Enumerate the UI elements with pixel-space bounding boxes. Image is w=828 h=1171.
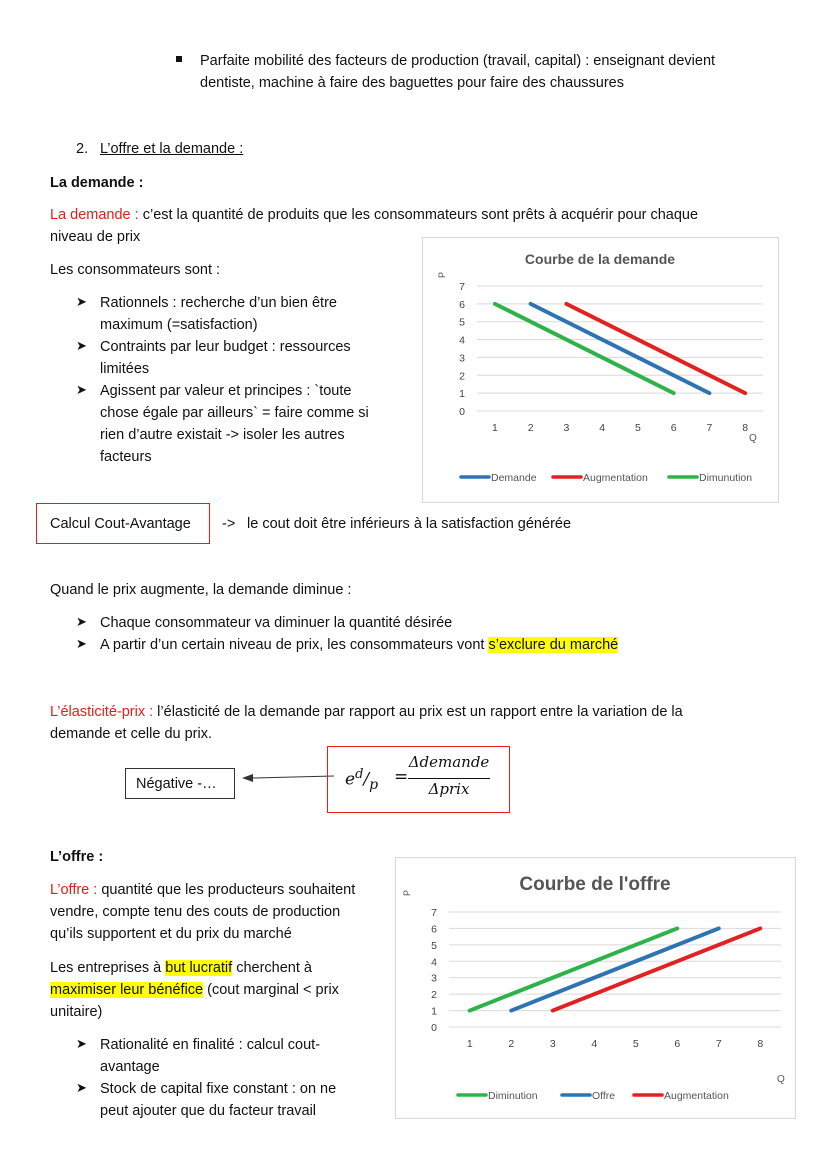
calc-text: le cout doit être inférieurs à la satisfaction générée bbox=[247, 516, 572, 532]
x-tick-label: 6 bbox=[670, 422, 677, 434]
series-line-demande bbox=[531, 304, 710, 393]
x-tick-label: 6 bbox=[674, 1038, 681, 1050]
offre-bullet-1b: avantage bbox=[100, 1059, 160, 1075]
y-tick-label: 0 bbox=[431, 1022, 437, 1034]
consumer-bullet-1a: Rationnels : recherche d’un bien être bbox=[100, 295, 337, 311]
enterprise-mid: cherchent à bbox=[232, 960, 312, 976]
x-tick-label: 8 bbox=[742, 422, 749, 434]
arrow-bullet-icon: ➤ bbox=[76, 294, 87, 309]
x-tick-label: 2 bbox=[527, 422, 534, 434]
exclusion-highlight: s’exclure du marché bbox=[488, 637, 619, 653]
offre-def-line3: qu’ils supportent et du prix du marché bbox=[50, 926, 292, 942]
price-bullet-1: Chaque consommateur va diminuer la quantité désirée bbox=[100, 615, 453, 631]
legend-label: Demande bbox=[491, 472, 537, 484]
x-tick-label: 7 bbox=[706, 422, 713, 434]
offre-bullet-1a: Rationalité en finalité : calcul cout- bbox=[100, 1037, 321, 1053]
formula-e: e bbox=[345, 769, 356, 790]
elasticity-line2: demande et celle du prix. bbox=[50, 726, 213, 742]
demande-definition-line2: niveau de prix bbox=[50, 229, 141, 245]
legend-label: Augmentation bbox=[583, 472, 648, 484]
series-line-diminution bbox=[470, 928, 678, 1010]
legend-label: Offre bbox=[592, 1090, 616, 1102]
arrow-left-icon bbox=[240, 770, 335, 786]
x-tick-label: 3 bbox=[549, 1038, 556, 1050]
consumer-bullet-3b: chose égale par ailleurs` = faire comme si bbox=[100, 405, 369, 421]
y-tick-label: 2 bbox=[459, 370, 465, 383]
negative-label: Négative -… bbox=[136, 776, 217, 792]
x-tick-label: 3 bbox=[563, 422, 570, 434]
y-tick-label: 7 bbox=[459, 281, 465, 293]
y-tick-label: 1 bbox=[459, 388, 465, 401]
consumer-bullet-3d: facteurs bbox=[100, 449, 152, 465]
series-line-dimunution bbox=[495, 304, 674, 393]
consumer-bullet-2b: limitées bbox=[100, 361, 150, 377]
y-tick-label: 2 bbox=[431, 989, 437, 1002]
square-bullet-icon bbox=[176, 56, 182, 62]
y-tick-label: 4 bbox=[431, 956, 437, 969]
x-tick-label: 8 bbox=[757, 1038, 764, 1050]
legend-label: Augmentation bbox=[664, 1090, 729, 1102]
lucrative-highlight: but lucratif bbox=[165, 960, 233, 976]
y-tick-label: 6 bbox=[431, 923, 437, 936]
formula-p: p bbox=[369, 777, 379, 794]
offre-term: L’offre : bbox=[50, 882, 98, 898]
y-tick-label: 7 bbox=[431, 907, 437, 919]
price-bullet-2 bbox=[100, 634, 618, 656]
x-tick-label: 4 bbox=[599, 422, 606, 434]
x-tick-label: 7 bbox=[715, 1038, 722, 1050]
y-tick-label: 5 bbox=[459, 316, 465, 329]
y-tick-label: 3 bbox=[459, 352, 465, 365]
offre-def-text: quantité que les producteurs souhaitent bbox=[97, 882, 356, 898]
y-tick-label: 4 bbox=[459, 334, 465, 347]
elasticity-term: L’élasticité-prix : bbox=[50, 704, 154, 720]
top-bullet-line1: Parfaite mobilité des facteurs de production (travail, capital) : enseignant devient bbox=[200, 53, 716, 69]
arrow-bullet-icon: ➤ bbox=[76, 1036, 87, 1051]
top-bullet-line2: dentiste, machine à faire des baguettes pour faire des chaussures bbox=[200, 75, 624, 91]
section-number: 2. bbox=[76, 141, 89, 157]
enterprise-post: (cout marginal < prix bbox=[203, 982, 339, 998]
series-line-augmentation bbox=[553, 928, 761, 1010]
formula-equals: = bbox=[394, 767, 409, 787]
demande-term: La demande : bbox=[50, 207, 139, 223]
arrow-bullet-icon: ➤ bbox=[76, 1080, 87, 1095]
y-tick-label: 1 bbox=[431, 1005, 437, 1018]
demande-definition-line1 bbox=[50, 204, 698, 226]
y-axis-label: P bbox=[437, 271, 447, 278]
arrow-bullet-icon: ➤ bbox=[76, 614, 87, 629]
elasticity-line1 bbox=[50, 701, 683, 723]
consumer-bullet-3c: rien d’autre existait -> isoler les autres bbox=[100, 427, 345, 443]
chart-title: Courbe de l'offre bbox=[519, 874, 671, 895]
formula-slash: / bbox=[363, 769, 370, 790]
calc-arrow: -> bbox=[222, 516, 236, 532]
formula-fraction-bar bbox=[408, 778, 490, 779]
consumer-bullet-3a: Agissent par valeur et principes : `toute bbox=[100, 383, 352, 399]
x-tick-label: 4 bbox=[591, 1038, 598, 1050]
x-tick-label: 5 bbox=[632, 1038, 639, 1050]
formula-d: d bbox=[355, 767, 364, 782]
calc-box-label: Calcul Cout-Avantage bbox=[50, 516, 191, 532]
demande-heading: La demande : bbox=[50, 175, 144, 191]
arrow-bullet-icon: ➤ bbox=[76, 382, 87, 397]
consumer-bullet-1b: maximum (=satisfaction) bbox=[100, 317, 258, 333]
enterprise-line1 bbox=[50, 957, 312, 979]
consumers-intro: Les consommateurs sont : bbox=[50, 262, 221, 278]
supply-chart bbox=[395, 857, 796, 1119]
x-axis-label: Q bbox=[749, 433, 757, 444]
elasticity-def-text: l’élasticité de la demande par rapport au prix est un rapport entre la variation de la bbox=[153, 704, 683, 720]
y-axis-label: P bbox=[402, 889, 412, 896]
demande-def-text: c’est la quantité de produits que les consommateurs sont prêts à acquérir pour chaque bbox=[138, 207, 699, 223]
demand-chart bbox=[422, 237, 779, 503]
offre-bullet-2a: Stock de capital fixe constant : on ne bbox=[100, 1081, 337, 1097]
y-tick-label: 3 bbox=[431, 972, 437, 985]
x-tick-label: 2 bbox=[508, 1038, 515, 1050]
consumer-bullet-2a: Contraints par leur budget : ressources bbox=[100, 339, 351, 355]
formula-numerator: Δdemande bbox=[408, 753, 490, 771]
supply-chart-svg bbox=[396, 858, 795, 1118]
legend-label: Diminution bbox=[488, 1090, 538, 1102]
maximize-highlight: maximiser leur bénéfice bbox=[50, 982, 204, 998]
demand-chart-svg bbox=[423, 238, 778, 502]
x-tick-label: 5 bbox=[634, 422, 641, 434]
price-up-text: Quand le prix augmente, la demande diminue : bbox=[50, 582, 352, 598]
enterprise-line2 bbox=[50, 979, 339, 1001]
x-tick-label: 1 bbox=[466, 1038, 473, 1050]
offre-def-line1 bbox=[50, 879, 355, 901]
y-tick-label: 6 bbox=[459, 298, 465, 311]
offre-heading: L’offre : bbox=[50, 849, 104, 865]
series-line-offre bbox=[511, 928, 719, 1010]
section-title: L’offre et la demande : bbox=[100, 141, 244, 157]
offre-def-line2: vendre, compte tenu des couts de production bbox=[50, 904, 341, 920]
arrow-bullet-icon: ➤ bbox=[76, 338, 87, 353]
enterprise-line3: unitaire) bbox=[50, 1004, 103, 1020]
formula-denominator: Δprix bbox=[428, 780, 470, 798]
enterprise-pre: Les entreprises à bbox=[50, 960, 166, 976]
offre-bullet-2b: peut ajouter que du facteur travail bbox=[100, 1103, 317, 1119]
legend-label: Dimunution bbox=[699, 472, 753, 484]
arrow-bullet-icon: ➤ bbox=[76, 636, 87, 651]
x-axis-label: Q bbox=[777, 1074, 785, 1085]
elasticity-formula-box bbox=[327, 746, 510, 813]
series-line-augmentation bbox=[566, 304, 745, 393]
y-tick-label: 0 bbox=[459, 406, 465, 418]
y-tick-label: 5 bbox=[431, 939, 437, 952]
chart-title: Courbe de la demande bbox=[524, 251, 676, 267]
x-tick-label: 1 bbox=[491, 422, 498, 434]
price-bullet-2-text: A partir d’un certain niveau de prix, les consommateurs vont bbox=[100, 637, 489, 653]
formula-lhs bbox=[345, 767, 378, 793]
